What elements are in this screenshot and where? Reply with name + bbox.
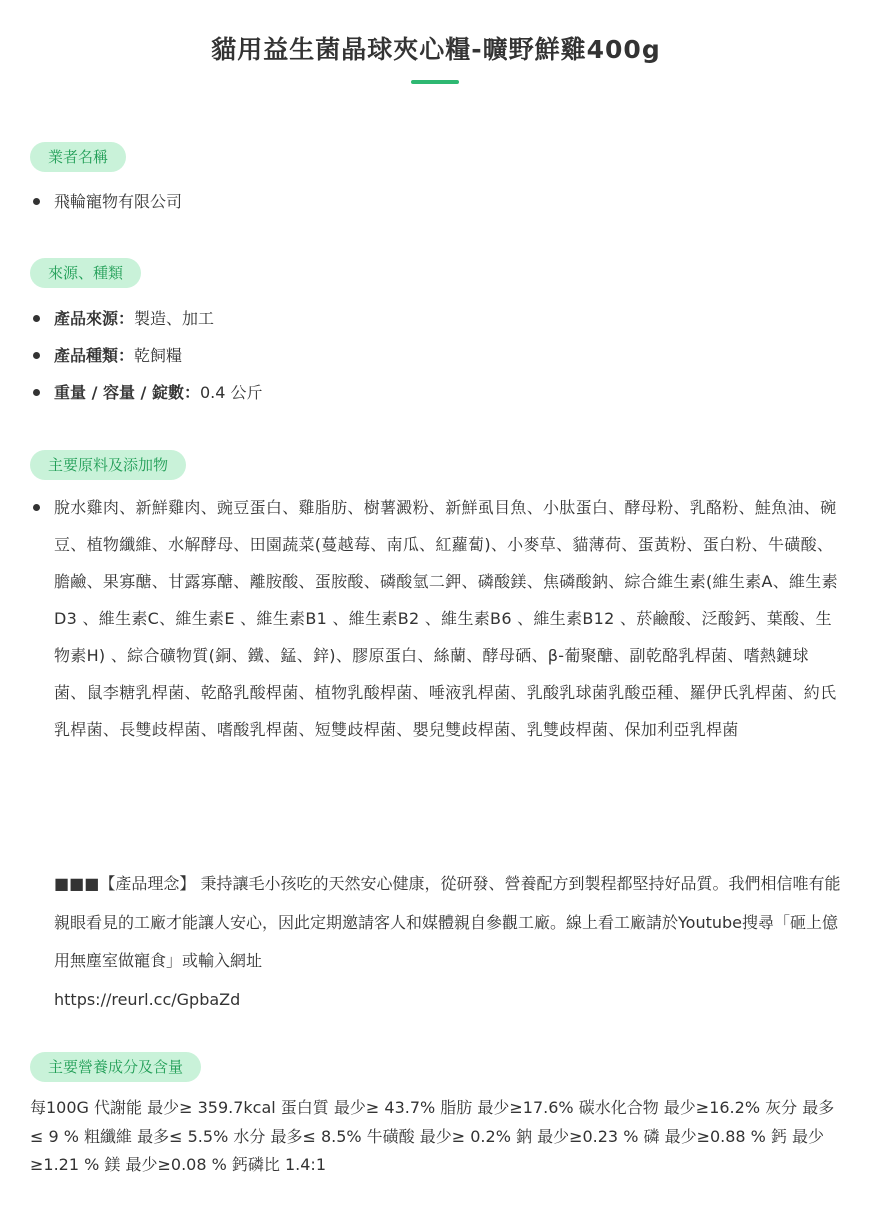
list-item [30, 374, 840, 411]
item-value: 製造、加工 [134, 309, 215, 328]
nutrition-text: 每100G 代謝能 最少≥ 359.7kcal 蛋白質 最少≥ 43.7% 脂肪 最少≥17.6% 碳水化合物 最少≥16.2% 灰分 最多≤ 9 % 粗纖維 最多≤ 5.5% 水分 最多≤ 8.5% 牛磺酸 最少≥ 0.2% 鈉 最少≥0.23 % 磷 最少≥0.88 % 鈣 最少≥1.21 % 鎂 最少≥0.08 % 鈣磷比 1.4:1 [30, 1098, 835, 1174]
section-heading-nutrition: 主要營養成分及含量 [30, 1052, 201, 1082]
company-list [30, 183, 840, 220]
item-value: 0.4 公斤 [199, 383, 263, 402]
source-list [30, 300, 840, 411]
item-label: 重量 / 容量 / 錠數： [54, 383, 200, 402]
page-title: 貓用益生菌晶球夾心糧-曠野鮮雞400g [211, 35, 661, 64]
list-item [30, 300, 840, 337]
title-underline [411, 80, 459, 84]
ingredients-text: 脫水雞肉、新鮮雞肉、豌豆蛋白、雞脂肪、樹薯澱粉、新鮮虱目魚、小肽蛋白、酵母粉、乳酪粉、鮭魚油、碗豆、植物纖維、水解酵母、田園蔬菜(蔓越莓、南瓜、紅蘿蔔)、小麥草、貓薄荷、蛋黃粉、蛋白粉、牛磺酸、膽鹼、果寡醣、甘露寡醣、離胺酸、蛋胺酸、磷酸氫二鉀、磷酸鎂、焦磷酸鈉、綜合維生素(維生素A、維生素D3 、維生素C、維生素E 、維生素B1 、維生素B2 、維生素B6 、維生素B12 、菸鹼酸、泛酸鈣、葉酸、生物素H) 、綜合礦物質(銅、鐵、錳、鋅)、膠原蛋白、絲蘭、酵母硒、β-葡聚醣、副乾酪乳桿菌、嗜熱鏈球菌、鼠李糖乳桿菌、乾酪乳酸桿菌、植物乳酸桿菌、唾液乳桿菌、乳酸乳球菌乳酸亞種、羅伊氏乳桿菌、約氏乳桿菌、長雙歧桿菌、嗜酸乳桿菌、短雙歧桿菌、嬰兒雙歧桿菌、乳雙歧桿菌、保加利亞乳桿菌 [30, 489, 840, 748]
product-philosophy [54, 865, 844, 1019]
section-heading-ingredients: 主要原料及添加物 [30, 450, 186, 480]
ingredients-list [30, 489, 840, 748]
item-value: 乾飼糧 [134, 346, 183, 365]
list-item: 飛輪寵物有限公司 [30, 183, 840, 220]
item-label: 產品來源： [54, 309, 135, 328]
section-heading-company: 業者名稱 [30, 142, 126, 172]
philosophy-text: ■■■【產品理念】 秉持讓毛小孩吃的天然安心健康，從研發、營養配方到製程都堅持好品質。我們相信唯有能親眼看見的工廠才能讓人安心，因此定期邀請客人和媒體親自參觀工廠。線上看工廠請於Youtube搜尋「砸上億用無塵室做寵食」或輸入網址 [54, 874, 841, 970]
section-heading-source: 來源、種類 [30, 258, 141, 288]
list-item [30, 337, 840, 374]
factory-url-link[interactable]: https://reurl.cc/GpbaZd [54, 989, 241, 1009]
item-label: 產品種類： [54, 346, 135, 365]
